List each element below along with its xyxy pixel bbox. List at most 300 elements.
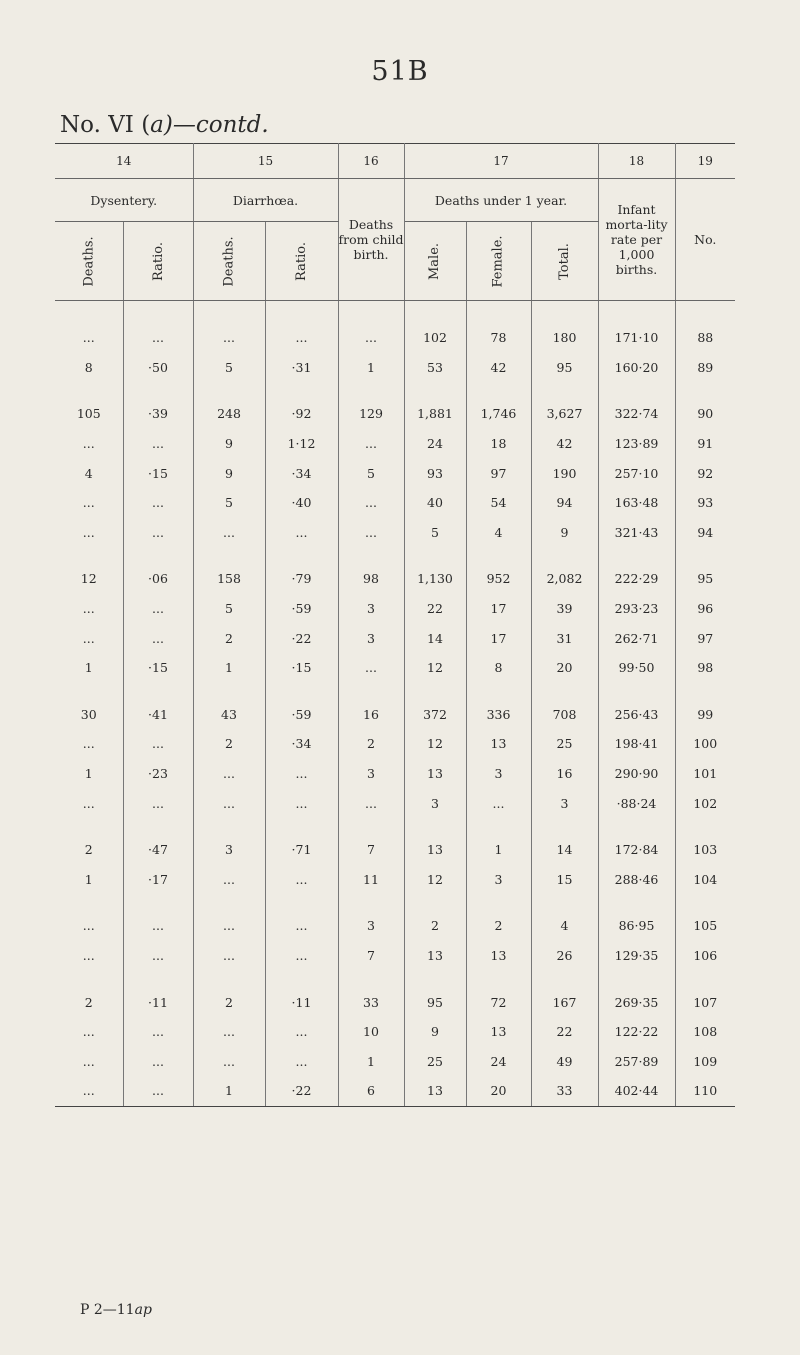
section-title-suffix: a)—contd. bbox=[150, 112, 269, 138]
cell-dysentery-ratio: ... bbox=[123, 323, 193, 353]
gap-cell bbox=[265, 382, 338, 399]
cell-row-no: 106 bbox=[693, 947, 718, 963]
table-row bbox=[55, 399, 735, 429]
gap-cell bbox=[531, 894, 598, 911]
cell-dysentery-ratio: ... bbox=[123, 1076, 193, 1106]
cell-row-no: 96 bbox=[697, 601, 714, 617]
cell-female: 18 bbox=[466, 429, 531, 459]
column-number-row bbox=[55, 144, 735, 179]
cell-diarrhoea-ratio: ... bbox=[265, 911, 338, 941]
cell-diarrhoea-ratio: ·40 bbox=[265, 488, 338, 518]
subheader-diarrhoea-ratio bbox=[265, 222, 338, 301]
gap-cell bbox=[675, 970, 735, 987]
gap-cell bbox=[193, 683, 265, 700]
col-number-15: 15 bbox=[193, 144, 338, 179]
cell-male: 13 bbox=[404, 835, 466, 865]
cell-dysentery-ratio: ·11 bbox=[123, 987, 193, 1017]
gap-cell bbox=[55, 547, 123, 564]
cell-row-no: 93 bbox=[697, 495, 714, 511]
table-row bbox=[55, 729, 735, 759]
table-row bbox=[55, 1076, 735, 1106]
cell-female: 3 bbox=[466, 865, 531, 895]
cell-total: 4 bbox=[531, 911, 598, 941]
cell-infant-rate: 290·90 bbox=[598, 759, 675, 789]
cell-male: 9 bbox=[404, 1017, 466, 1047]
cell-childbirth-deaths: 3 bbox=[338, 594, 404, 624]
row-gap bbox=[55, 894, 735, 911]
cell-diarrhoea-ratio: ·71 bbox=[265, 835, 338, 865]
cell-total: 180 bbox=[531, 323, 598, 353]
cell-childbirth-deaths: 1 bbox=[338, 1046, 404, 1076]
cell-row-no: 91 bbox=[697, 436, 714, 452]
cell-male: 22 bbox=[404, 594, 466, 624]
gap-cell bbox=[466, 547, 531, 564]
gap-cell bbox=[193, 301, 265, 324]
cell-dysentery-deaths: 8 bbox=[55, 353, 123, 383]
cell-childbirth-deaths: 3 bbox=[338, 911, 404, 941]
gap-cell bbox=[531, 547, 598, 564]
cell-dysentery-ratio: ... bbox=[123, 911, 193, 941]
cell-dysentery-ratio: ... bbox=[123, 729, 193, 759]
row-gap bbox=[55, 818, 735, 835]
subheader-label: Female. bbox=[490, 235, 506, 288]
cell-diarrhoea-deaths: ... bbox=[193, 1046, 265, 1076]
cell-childbirth-deaths: 129 bbox=[338, 399, 404, 429]
cell-male: 14 bbox=[404, 623, 466, 653]
gap-cell bbox=[338, 547, 404, 564]
cell-male: 372 bbox=[404, 700, 466, 730]
cell-total: 167 bbox=[531, 987, 598, 1017]
cell-dysentery-ratio: ·47 bbox=[123, 835, 193, 865]
subheader-label: Male. bbox=[427, 242, 443, 281]
cell-row-no: 108 bbox=[693, 1024, 718, 1040]
gap-cell bbox=[466, 382, 531, 399]
cell-female: ... bbox=[466, 788, 531, 818]
statistics-table-wrapper bbox=[55, 143, 735, 1107]
gap-cell bbox=[338, 683, 404, 700]
cell-row-no: 110 bbox=[675, 1076, 735, 1106]
cell-dysentery-deaths: 1 bbox=[55, 653, 123, 683]
cell-childbirth-deaths: ... bbox=[338, 429, 404, 459]
cell-female: 2 bbox=[466, 911, 531, 941]
cell-diarrhoea-ratio: ·92 bbox=[265, 399, 338, 429]
gap-cell bbox=[55, 818, 123, 835]
cell-diarrhoea-deaths: 2 bbox=[193, 729, 265, 759]
cell-total: 39 bbox=[531, 594, 598, 624]
cell-male: 95 bbox=[404, 987, 466, 1017]
cell-female: 24 bbox=[466, 1046, 531, 1076]
col-number-19: 19 bbox=[675, 144, 735, 179]
gap-cell bbox=[466, 894, 531, 911]
table-row bbox=[55, 353, 735, 383]
cell-infant-rate: 257·10 bbox=[598, 458, 675, 488]
cell-total: 31 bbox=[531, 623, 598, 653]
cell-infant-rate: 322·74 bbox=[598, 399, 675, 429]
cell-total: 25 bbox=[531, 729, 598, 759]
cell-total: 14 bbox=[531, 835, 598, 865]
cell-diarrhoea-ratio: ·22 bbox=[265, 623, 338, 653]
subheader-label: Ratio. bbox=[150, 242, 166, 281]
table-row bbox=[55, 1017, 735, 1047]
cell-female: 97 bbox=[466, 458, 531, 488]
cell-total: 49 bbox=[531, 1046, 598, 1076]
cell-dysentery-deaths: 105 bbox=[55, 399, 123, 429]
gap-cell bbox=[338, 382, 404, 399]
cell-row-no: 109 bbox=[693, 1053, 718, 1069]
gap-cell bbox=[404, 970, 466, 987]
cell-diarrhoea-ratio: ·11 bbox=[265, 987, 338, 1017]
cell-diarrhoea-deaths: 43 bbox=[193, 700, 265, 730]
cell-dysentery-deaths: ... bbox=[55, 729, 123, 759]
cell-diarrhoea-deaths: 158 bbox=[193, 564, 265, 594]
cell-female: 78 bbox=[466, 323, 531, 353]
gap-cell bbox=[55, 382, 123, 399]
cell-infant-rate: 86·95 bbox=[598, 911, 675, 941]
cell-total: 9 bbox=[531, 518, 598, 548]
cell-diarrhoea-ratio: ·22 bbox=[265, 1076, 338, 1106]
cell-diarrhoea-deaths: ... bbox=[193, 1017, 265, 1047]
cell-dysentery-ratio: ... bbox=[123, 1017, 193, 1047]
cell-childbirth-deaths: 3 bbox=[338, 623, 404, 653]
gap-cell bbox=[265, 894, 338, 911]
gap-cell bbox=[338, 970, 404, 987]
cell-total: 3 bbox=[531, 788, 598, 818]
cell-dysentery-deaths: 12 bbox=[55, 564, 123, 594]
cell-dysentery-ratio: ... bbox=[123, 518, 193, 548]
cell-infant-rate: 99·50 bbox=[598, 653, 675, 683]
cell-male: 3 bbox=[404, 788, 466, 818]
subheader-dysentery-deaths bbox=[55, 222, 123, 301]
cell-female: 72 bbox=[466, 987, 531, 1017]
gap-cell bbox=[531, 683, 598, 700]
gap-cell bbox=[123, 683, 193, 700]
cell-female: 42 bbox=[466, 353, 531, 383]
cell-total: 708 bbox=[531, 700, 598, 730]
cell-female: 54 bbox=[466, 488, 531, 518]
cell-infant-rate: 171·10 bbox=[598, 323, 675, 353]
cell-diarrhoea-ratio: ·59 bbox=[265, 700, 338, 730]
cell-row-no: 89 bbox=[697, 359, 714, 375]
cell-row-no: 104 bbox=[693, 871, 718, 887]
subheader-label: Total. bbox=[557, 243, 573, 280]
cell-infant-rate: 256·43 bbox=[598, 700, 675, 730]
gap-cell bbox=[466, 683, 531, 700]
table-row bbox=[55, 429, 735, 459]
cell-dysentery-deaths: ... bbox=[55, 518, 123, 548]
gap-cell bbox=[598, 970, 675, 987]
cell-male: 40 bbox=[404, 488, 466, 518]
cell-male: 53 bbox=[404, 353, 466, 383]
cell-diarrhoea-ratio: ... bbox=[265, 518, 338, 548]
gap-cell bbox=[531, 301, 598, 324]
cell-infant-rate: 402·44 bbox=[598, 1076, 675, 1106]
subheader-diarrhoea-deaths bbox=[193, 222, 265, 301]
header-dysentery: Dysentery. bbox=[55, 179, 193, 222]
cell-total: 94 bbox=[531, 488, 598, 518]
cell-dysentery-deaths: 1 bbox=[55, 759, 123, 789]
statistics-table bbox=[55, 143, 735, 1107]
cell-infant-rate: 129·35 bbox=[598, 941, 675, 971]
cell-male: 24 bbox=[404, 429, 466, 459]
cell-diarrhoea-deaths: 9 bbox=[193, 458, 265, 488]
table-body bbox=[55, 301, 735, 1107]
group-header-row bbox=[55, 179, 735, 222]
table-row bbox=[55, 700, 735, 730]
table-row bbox=[55, 488, 735, 518]
gap-cell bbox=[531, 970, 598, 987]
cell-diarrhoea-ratio: ... bbox=[265, 1017, 338, 1047]
cell-childbirth-deaths: 3 bbox=[338, 759, 404, 789]
cell-dysentery-deaths: ... bbox=[55, 788, 123, 818]
section-title-prefix: No. VI ( bbox=[60, 112, 151, 138]
subheader-label: Ratio. bbox=[293, 242, 309, 281]
subheader-label: Deaths. bbox=[81, 236, 97, 287]
cell-diarrhoea-deaths: 3 bbox=[193, 835, 265, 865]
cell-dysentery-ratio: ·50 bbox=[123, 353, 193, 383]
cell-row-no: 90 bbox=[697, 406, 714, 422]
cell-infant-rate: 257·89 bbox=[598, 1046, 675, 1076]
cell-female: 8 bbox=[466, 653, 531, 683]
table-row bbox=[55, 911, 735, 941]
cell-childbirth-deaths: ... bbox=[338, 488, 404, 518]
header-no: No. bbox=[675, 179, 735, 301]
cell-female: 336 bbox=[466, 700, 531, 730]
cell-total: 33 bbox=[531, 1076, 598, 1106]
cell-diarrhoea-ratio: ... bbox=[265, 865, 338, 895]
cell-dysentery-deaths: ... bbox=[55, 1076, 123, 1106]
col-number-17: 17 bbox=[404, 144, 598, 179]
table-row bbox=[55, 564, 735, 594]
footer-prefix: P 2—11 bbox=[80, 1302, 135, 1318]
cell-dysentery-deaths: ... bbox=[55, 911, 123, 941]
cell-diarrhoea-deaths: ... bbox=[193, 865, 265, 895]
subheader-label: Deaths. bbox=[221, 236, 237, 287]
gap-cell bbox=[598, 683, 675, 700]
cell-dysentery-deaths: ... bbox=[55, 1046, 123, 1076]
col-number-16: 16 bbox=[338, 144, 404, 179]
cell-infant-rate: 293·23 bbox=[598, 594, 675, 624]
cell-diarrhoea-ratio: ·59 bbox=[265, 594, 338, 624]
cell-infant-rate: 222·29 bbox=[598, 564, 675, 594]
cell-row-no: 103 bbox=[693, 842, 718, 858]
cell-female: 13 bbox=[466, 1017, 531, 1047]
cell-male: 1,130 bbox=[404, 564, 466, 594]
cell-dysentery-ratio: ·39 bbox=[123, 399, 193, 429]
cell-diarrhoea-deaths: ... bbox=[193, 759, 265, 789]
gap-cell bbox=[55, 970, 123, 987]
gap-cell bbox=[55, 301, 123, 324]
cell-male: 102 bbox=[404, 323, 466, 353]
gap-cell bbox=[193, 547, 265, 564]
gap-cell bbox=[404, 547, 466, 564]
cell-childbirth-deaths: 5 bbox=[338, 458, 404, 488]
cell-diarrhoea-ratio: ·34 bbox=[265, 729, 338, 759]
cell-diarrhoea-deaths: ... bbox=[193, 941, 265, 971]
cell-total: 95 bbox=[531, 353, 598, 383]
cell-total: 16 bbox=[531, 759, 598, 789]
gap-cell bbox=[193, 970, 265, 987]
gap-cell bbox=[55, 683, 123, 700]
cell-diarrhoea-ratio: ... bbox=[265, 323, 338, 353]
cell-row-no: 88 bbox=[697, 330, 714, 346]
cell-infant-rate: 123·89 bbox=[598, 429, 675, 459]
table-row bbox=[55, 623, 735, 653]
gap-cell bbox=[675, 894, 735, 911]
cell-row-no: 101 bbox=[693, 766, 718, 782]
table-row bbox=[55, 865, 735, 895]
table-row bbox=[55, 458, 735, 488]
gap-cell bbox=[675, 301, 735, 324]
table-row bbox=[55, 759, 735, 789]
header-diarrhoea: Diarrhœa. bbox=[193, 179, 338, 222]
table-row bbox=[55, 941, 735, 971]
cell-diarrhoea-ratio: ... bbox=[265, 1046, 338, 1076]
cell-row-no: 94 bbox=[697, 524, 714, 540]
table-row bbox=[55, 788, 735, 818]
cell-male: 13 bbox=[404, 759, 466, 789]
cell-dysentery-deaths: ... bbox=[55, 323, 123, 353]
cell-childbirth-deaths: 7 bbox=[338, 835, 404, 865]
cell-diarrhoea-deaths: ... bbox=[193, 323, 265, 353]
cell-dysentery-deaths: ... bbox=[55, 488, 123, 518]
cell-total: 2,082 bbox=[531, 564, 598, 594]
cell-dysentery-ratio: ... bbox=[123, 1046, 193, 1076]
page-number: 51B bbox=[371, 56, 429, 87]
cell-infant-rate: 160·20 bbox=[598, 353, 675, 383]
gap-cell bbox=[531, 818, 598, 835]
cell-dysentery-deaths: ... bbox=[55, 941, 123, 971]
cell-diarrhoea-ratio: ... bbox=[265, 788, 338, 818]
subheader-male bbox=[404, 222, 466, 301]
gap-cell bbox=[193, 818, 265, 835]
gap-cell bbox=[193, 382, 265, 399]
cell-dysentery-ratio: ·23 bbox=[123, 759, 193, 789]
gap-cell bbox=[265, 301, 338, 324]
cell-male: 1,881 bbox=[404, 399, 466, 429]
cell-diarrhoea-deaths: ... bbox=[193, 518, 265, 548]
table-row bbox=[55, 518, 735, 548]
row-gap bbox=[55, 970, 735, 987]
cell-diarrhoea-ratio: 1·12 bbox=[265, 429, 338, 459]
cell-infant-rate: 269·35 bbox=[598, 987, 675, 1017]
gap-cell bbox=[123, 547, 193, 564]
cell-row-no: 99 bbox=[697, 706, 714, 722]
row-gap bbox=[55, 547, 735, 564]
table-row bbox=[55, 653, 735, 683]
table-row bbox=[55, 323, 735, 353]
cell-diarrhoea-ratio: ·15 bbox=[265, 653, 338, 683]
cell-dysentery-deaths: 1 bbox=[55, 865, 123, 895]
gap-cell bbox=[675, 818, 735, 835]
cell-diarrhoea-deaths: ... bbox=[193, 788, 265, 818]
footer-note bbox=[80, 1302, 152, 1318]
cell-dysentery-ratio: ·17 bbox=[123, 865, 193, 895]
cell-male: 93 bbox=[404, 458, 466, 488]
cell-childbirth-deaths: 33 bbox=[338, 987, 404, 1017]
cell-diarrhoea-ratio: ·79 bbox=[265, 564, 338, 594]
cell-row-no: 105 bbox=[693, 918, 718, 934]
cell-row-no: 98 bbox=[697, 660, 714, 676]
cell-dysentery-ratio: ·41 bbox=[123, 700, 193, 730]
gap-cell bbox=[338, 818, 404, 835]
gap-cell bbox=[675, 382, 735, 399]
gap-cell bbox=[123, 970, 193, 987]
cell-diarrhoea-deaths: 5 bbox=[193, 488, 265, 518]
gap-cell bbox=[598, 818, 675, 835]
cell-infant-rate: 262·71 bbox=[598, 623, 675, 653]
cell-female: 3 bbox=[466, 759, 531, 789]
gap-cell bbox=[466, 818, 531, 835]
cell-dysentery-deaths: ... bbox=[55, 623, 123, 653]
cell-childbirth-deaths: 11 bbox=[338, 865, 404, 895]
gap-cell bbox=[531, 382, 598, 399]
footer-suffix: ap bbox=[134, 1302, 152, 1318]
gap-cell bbox=[123, 894, 193, 911]
cell-childbirth-deaths: ... bbox=[338, 653, 404, 683]
cell-diarrhoea-deaths: 5 bbox=[193, 594, 265, 624]
cell-female: 17 bbox=[466, 594, 531, 624]
cell-dysentery-deaths: 2 bbox=[55, 987, 123, 1017]
cell-infant-rate: 163·48 bbox=[598, 488, 675, 518]
cell-diarrhoea-deaths: 2 bbox=[193, 987, 265, 1017]
cell-female: 13 bbox=[466, 941, 531, 971]
cell-childbirth-deaths: 10 bbox=[338, 1017, 404, 1047]
table-row bbox=[55, 594, 735, 624]
cell-childbirth-deaths: ... bbox=[338, 518, 404, 548]
cell-male: 5 bbox=[404, 518, 466, 548]
gap-cell bbox=[404, 894, 466, 911]
cell-male: 12 bbox=[404, 653, 466, 683]
gap-cell bbox=[123, 382, 193, 399]
cell-male: 25 bbox=[404, 1046, 466, 1076]
cell-total: 26 bbox=[531, 941, 598, 971]
cell-childbirth-deaths: ... bbox=[338, 323, 404, 353]
cell-childbirth-deaths: 6 bbox=[338, 1076, 404, 1106]
cell-infant-rate: ·88·24 bbox=[598, 788, 675, 818]
cell-dysentery-ratio: ... bbox=[123, 488, 193, 518]
cell-female: 1 bbox=[466, 835, 531, 865]
cell-childbirth-deaths: 1 bbox=[338, 353, 404, 383]
row-gap bbox=[55, 683, 735, 700]
gap-cell bbox=[338, 894, 404, 911]
cell-total: 3,627 bbox=[531, 399, 598, 429]
cell-childbirth-deaths: 7 bbox=[338, 941, 404, 971]
cell-row-no: 107 bbox=[693, 994, 718, 1010]
cell-male: 13 bbox=[404, 1076, 466, 1106]
cell-male: 12 bbox=[404, 865, 466, 895]
gap-cell bbox=[123, 818, 193, 835]
gap-cell bbox=[265, 547, 338, 564]
cell-dysentery-deaths: ... bbox=[55, 1017, 123, 1047]
cell-female: 20 bbox=[466, 1076, 531, 1106]
cell-dysentery-ratio: ·15 bbox=[123, 653, 193, 683]
cell-dysentery-ratio: ·06 bbox=[123, 564, 193, 594]
cell-male: 12 bbox=[404, 729, 466, 759]
cell-diarrhoea-deaths: 248 bbox=[193, 399, 265, 429]
cell-total: 22 bbox=[531, 1017, 598, 1047]
cell-infant-rate: 198·41 bbox=[598, 729, 675, 759]
gap-cell bbox=[598, 382, 675, 399]
header-deaths-childbirth: Deaths from child birth. bbox=[338, 179, 404, 301]
cell-row-no: 102 bbox=[693, 795, 718, 811]
cell-diarrhoea-deaths: 1 bbox=[193, 653, 265, 683]
subheader-total bbox=[531, 222, 598, 301]
cell-female: 17 bbox=[466, 623, 531, 653]
cell-dysentery-deaths: 30 bbox=[55, 700, 123, 730]
cell-childbirth-deaths: 98 bbox=[338, 564, 404, 594]
row-gap bbox=[55, 382, 735, 399]
cell-diarrhoea-ratio: ... bbox=[265, 941, 338, 971]
